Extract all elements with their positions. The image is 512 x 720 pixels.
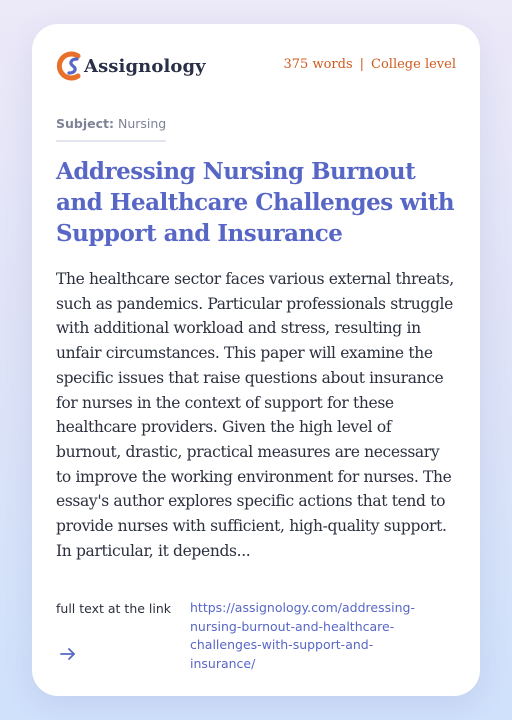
- essay-card: [32, 24, 480, 696]
- meta-separator: |: [359, 57, 365, 72]
- brand-logo[interactable]: [56, 50, 206, 82]
- academic-level: College level: [371, 57, 456, 72]
- arrow-right-icon[interactable]: [58, 644, 78, 664]
- card-header: [56, 50, 456, 82]
- assignology-logo-icon: [56, 50, 88, 82]
- full-text-link[interactable]: https://assignology.com/addressing- nursing-burnout-and-healthcare- challenges-with-support-and- insurance/: [190, 600, 415, 671]
- subject-label: Subject:: [56, 116, 114, 131]
- brand-name: Assignology: [84, 55, 206, 77]
- subject-divider: [56, 140, 166, 142]
- subject-value: Nursing: [117, 116, 167, 131]
- essay-meta: [284, 57, 456, 72]
- subject-line: [56, 116, 166, 131]
- full-text-label: full text at the link: [56, 601, 172, 616]
- essay-excerpt: The healthcare sector faces various external threats, such as pandemics. Particular professionals struggle with additional workload and stress, resulting in unfair circumstances. This paper will examine the specific issues that raise questions about insurance for nurses in the context of support for these healthcare providers. Given the high level of burnout, drastic, practical measures are necessary to improve the working environment for nurses. The essay's author explores specific actions that tend to provide nurses with sufficient, high-quality support. In particular, it depends...: [56, 270, 454, 560]
- word-count: 375 words: [283, 57, 353, 72]
- essay-title: Addressing Nursing Burnout and Healthcare Challenges with Support and Insurance: [56, 158, 455, 247]
